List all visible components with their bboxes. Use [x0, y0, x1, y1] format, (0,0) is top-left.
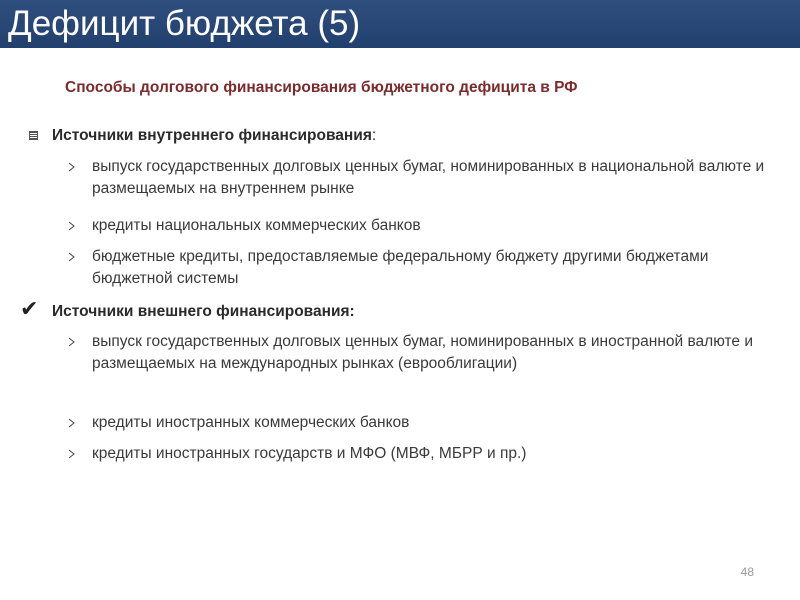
slide-subtitle: Способы долгового финансирования бюджетного дефицита в РФ — [65, 79, 578, 96]
square-bullet-icon — [29, 131, 38, 140]
list-item: кредиты национальных коммерческих банков — [92, 217, 421, 234]
section-heading-domestic-text: Источники внутреннего финансирования — [52, 127, 372, 144]
list-item: выпуск государственных долговых ценных бумаг, номинированных в национальной валюте и размещаемых на внутреннем рынке — [92, 158, 765, 197]
section-heading-external — [52, 302, 355, 322]
arrow-bullet-icon — [67, 252, 77, 262]
section-heading-domestic — [52, 126, 376, 146]
arrow-bullet-icon — [67, 418, 77, 428]
section-heading-external-text: Источники внешнего финансирования: — [52, 303, 355, 320]
section-heading-domestic-suffix: : — [371, 127, 377, 144]
arrow-bullet-icon — [67, 337, 77, 347]
list-item: бюджетные кредиты, предоставляемые федеральному бюджету другими бюджетами бюджетной системы — [92, 248, 709, 287]
arrow-bullet-icon — [67, 221, 77, 231]
list-item: выпуск государственных долговых ценных бумаг, номинированных в иностранной валюте и размещаемых на международных рынках (еврооблигации) — [92, 333, 754, 372]
slide-title: Дефицит бюджета (5) — [8, 4, 361, 43]
title-bar — [0, 0, 800, 48]
arrow-bullet-icon — [67, 449, 77, 459]
checkmark-icon: ✔ — [20, 296, 39, 321]
list-item: кредиты иностранных коммерческих банков — [92, 414, 410, 431]
arrow-bullet-icon — [67, 162, 77, 172]
page-number: 48 — [740, 565, 754, 579]
list-item: кредиты иностранных государств и МФО (МВФ, МБРР и пр.) — [92, 445, 527, 462]
